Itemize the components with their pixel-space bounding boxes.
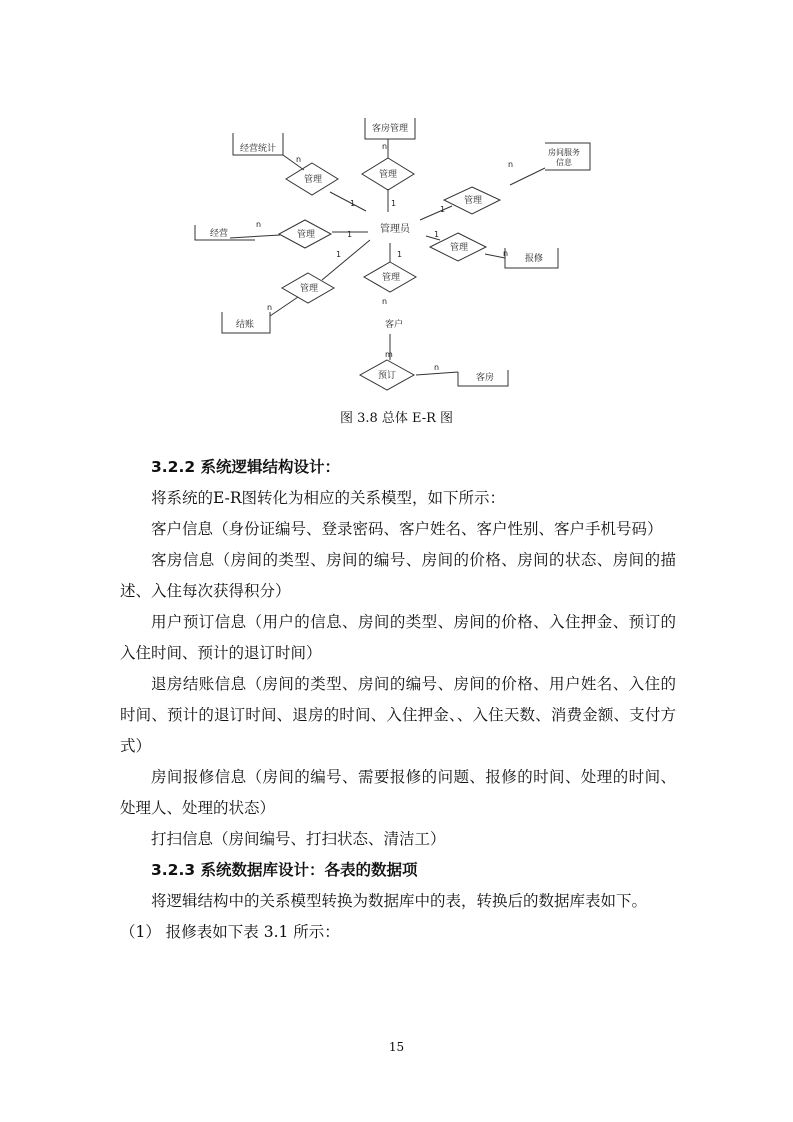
paragraph: 退房结账信息（房间的类型、房间的编号、房间的价格、用户姓名、入住的时间、预计的退订时间、退房的时间、入住押金、、入住天数、消费金额、支付方式） bbox=[120, 675, 676, 755]
entity-label: 信息 bbox=[556, 158, 572, 167]
er-diagram bbox=[0, 0, 793, 420]
entity-label: 客户 bbox=[385, 320, 404, 330]
cardinality-label: n bbox=[256, 220, 262, 229]
cardinality-label: 1 bbox=[391, 199, 397, 208]
entity-label: 房间服务 bbox=[548, 148, 580, 157]
relation-label: 管理 bbox=[379, 170, 398, 180]
entity-label: 报修 bbox=[525, 254, 544, 264]
cardinality-label: n bbox=[508, 160, 514, 169]
cardinality-label: n bbox=[503, 249, 509, 258]
paragraph: 用户预订信息（用户的信息、房间的类型、房间的价格、入住押金、预订的入住时间、预计的退订时间） bbox=[120, 613, 676, 662]
cardinality-label: n bbox=[382, 297, 388, 306]
cardinality-label: 1 bbox=[336, 250, 342, 259]
relation-label: 管理 bbox=[304, 175, 323, 185]
cardinality-label: 1 bbox=[440, 205, 446, 214]
cardinality-label: n bbox=[434, 363, 440, 372]
relation-label: 管理 bbox=[382, 273, 401, 283]
entity-label: 客房管理 bbox=[372, 124, 409, 134]
section-3-2-2 bbox=[120, 452, 676, 948]
entity-label: 客房 bbox=[476, 373, 495, 383]
relation-label: 管理 bbox=[300, 284, 319, 294]
cardinality-label: 1 bbox=[350, 199, 356, 208]
figure-caption: 图 3.8 总体 E-R 图 bbox=[339, 411, 454, 426]
paragraph: 将系统的E-R图转化为相应的关系模型，如下所示： bbox=[151, 489, 506, 507]
cardinality-label: 1 bbox=[397, 250, 403, 259]
cardinality-label: n bbox=[267, 303, 273, 312]
entity-label: 经营 bbox=[210, 229, 229, 239]
relation-label: 管理 bbox=[464, 196, 483, 206]
relation-label: 管理 bbox=[450, 243, 469, 253]
relation-label: 管理 bbox=[297, 230, 316, 240]
cardinality-label: n bbox=[296, 155, 302, 164]
paragraph: 将逻辑结构中的关系模型转换为数据库中的表，转换后的数据库表如下。 bbox=[151, 892, 648, 910]
paragraph: 客户信息（身份证编号、登录密码、客户姓名、客户性别、客户手机号码） bbox=[151, 520, 663, 538]
paragraph: 打扫信息（房间编号、打扫状态、清洁工） bbox=[151, 830, 446, 848]
cardinality-label: m bbox=[385, 350, 393, 359]
page-number: 15 bbox=[388, 1040, 405, 1054]
cardinality-label: n bbox=[382, 142, 388, 151]
cardinality-label: 1 bbox=[434, 230, 440, 239]
paragraph: 客房信息（房间的类型、房间的编号、房间的价格、房间的状态、房间的描述、入住每次获得积分） bbox=[120, 551, 676, 600]
entity-label: 结账 bbox=[236, 320, 255, 330]
paragraph: 房间报修信息（房间的编号、需要报修的问题、报修的时间、处理的时间、处理人、处理的状态） bbox=[120, 768, 676, 817]
entity-center-label: 管理员 bbox=[380, 224, 410, 235]
section-heading: 3.2.3 系统数据库设计：各表的数据项 bbox=[151, 861, 418, 879]
list-item: （1） 报修表如下表 3.1 所示： bbox=[120, 923, 340, 941]
section-heading: 3.2.2 系统逻辑结构设计： bbox=[151, 458, 341, 476]
cardinality-label: 1 bbox=[347, 230, 353, 239]
relation-label: 预订 bbox=[378, 371, 397, 381]
entity-label: 经营统计 bbox=[240, 144, 277, 154]
